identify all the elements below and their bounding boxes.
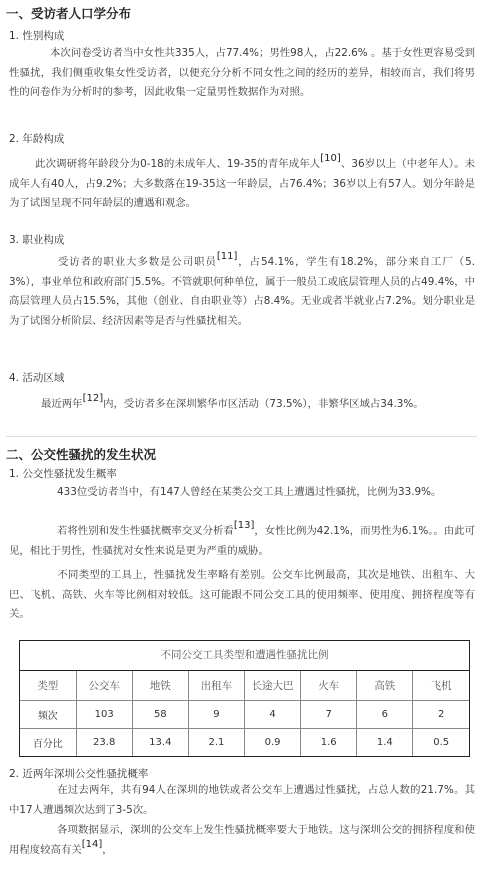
heading-recent: 2. 近两年深圳公交性骚扰概率: [9, 768, 149, 780]
paragraph-job: [9, 253, 475, 331]
paragraph-recent-2: [9, 821, 475, 860]
table-cell: 58: [132, 701, 188, 729]
age-text-a: 此次调研将年龄段分为0-18的未成年人、19-35的青年成年人: [35, 158, 321, 170]
table-cell: 2: [413, 701, 469, 729]
table-cell: 0.5: [413, 729, 469, 757]
recent-text-2b: ，: [102, 843, 113, 856]
table-header-cell: 出租车: [188, 671, 244, 701]
table-row-frequency: [20, 701, 469, 729]
table-cell: 6: [357, 701, 413, 729]
heading-area: 4. 活动区域: [9, 372, 65, 384]
transport-harassment-table: [19, 640, 470, 757]
table-cell: 1.4: [357, 729, 413, 757]
table-header-cell: 公交车: [76, 671, 132, 701]
age-text-b: 、36岁以上（中老年人）。未成年人有40人，占9.2%；大多数落在19-35这一年龄层，占76.4%；36岁以上有57人。划分年龄是为了试图呈现不同年龄层的遭遇和观念。: [9, 158, 475, 209]
table-caption: 不同公交工具类型和遭遇性骚扰比例: [20, 641, 469, 671]
rate-text-2a: 若将性别和发生性骚扰概率交叉分析看: [57, 525, 234, 537]
table-header-cell: 类型: [20, 671, 76, 701]
table-cell: 13.4: [132, 729, 188, 757]
table-cell: 103: [76, 701, 132, 729]
heading-rate: 1. 公交性骚扰发生概率: [9, 468, 117, 480]
footnote-ref-12[interactable]: [12]: [82, 393, 104, 404]
paragraph-recent-1: [9, 781, 475, 820]
table-grid: [20, 671, 469, 756]
table-cell: 百分比: [20, 729, 76, 757]
table-cell: 7: [301, 701, 357, 729]
table-cell: 2.1: [188, 729, 244, 757]
paragraph-rate-3: [9, 566, 475, 625]
table-cell: 4: [245, 701, 301, 729]
table-header-cell: 飞机: [413, 671, 469, 701]
recent-text-1: 在过去两年，共有94人在深圳的地铁或者公交车上遭遇过性骚扰，占总人数的21.7%。其中17人遭遇频次达到了3-5次。: [9, 784, 475, 816]
table-cell: 1.6: [301, 729, 357, 757]
heading-age: 2. 年龄构成: [9, 133, 65, 145]
footnote-ref-13[interactable]: [13]: [233, 520, 255, 531]
heading-gender: 1. 性别构成: [9, 30, 65, 42]
table-header-cell: 地铁: [132, 671, 188, 701]
table-cell: 频次: [20, 701, 76, 729]
job-text-b: ，占54.1%，学生有18.2%，部分来自工厂（5.3%），事业单位和政府部门5.5%。不管就职何种单位，属于一般员工或底层管理人员的占49.4%，中高层管理人员占15.5%，其他（创业、自由职业等）占8.4%。无业或者半就业占7.2%。划分职业是为了试图分析阶层、经济因素等是否与性骚扰相关。: [9, 256, 475, 327]
section-divider: [6, 436, 477, 437]
heading-job: 3. 职业构成: [9, 234, 65, 246]
footnote-ref-10[interactable]: [10]: [320, 153, 341, 164]
section-title-demographics: 一、受访者人口学分布: [6, 6, 132, 21]
gender-text: 本次问卷受访者当中女性共335人，占77.4%；男性98人，占22.6% 。基于女性更容易受到性骚扰，我们侧重收集女性受访者，以便充分分析不同女性之间的经历的差异，相较而言，我们将男性的问卷作为分析时的参考，因此收集一定量男性数据作为对照。: [9, 47, 475, 98]
paragraph-gender: [9, 44, 475, 103]
section-title-harassment: 二、公交性骚扰的发生状况: [6, 447, 157, 462]
table-header-cell: 火车: [301, 671, 357, 701]
rate-text-3: 不同类型的工具上，性骚扰发生率略有差别。公交车比例最高，其次是地铁、出租车、大巴、飞机、高铁、火车等比例相对较低。这可能跟不同公交工具的使用频率、使用度、拥挤程度等有关。: [9, 569, 475, 620]
footnote-ref-14[interactable]: [14]: [81, 838, 103, 850]
rate-text-1: 433位受访者当中，有147人曾经在某类公交工具上遭遇过性骚扰，比例为33.9%。: [57, 486, 442, 498]
footnote-ref-11[interactable]: [11]: [216, 251, 238, 262]
recent-text-2a: 各项数据显示，深圳的公交车上发生性骚扰概率要大于地铁。这与深圳公交的拥挤程度和使用程度较高有关: [9, 824, 475, 856]
table-cell: 0.9: [245, 729, 301, 757]
paragraph-rate-2: [9, 522, 475, 561]
table-cell: 23.8: [76, 729, 132, 757]
table-header-cell: 高铁: [357, 671, 413, 701]
table-header-row: [20, 671, 469, 701]
area-text-a: 最近两年: [41, 398, 83, 410]
table-row-percent: [20, 729, 469, 757]
paragraph-rate-1: [9, 483, 475, 503]
table-header-cell: 长途大巴: [245, 671, 301, 701]
paragraph-area: [9, 395, 475, 415]
rate-text-2b: ，女性比例为42.1%，而男性为6.1%。。由此可见，相比于男性，性骚扰对女性来说是更为严重的威胁。: [9, 525, 475, 557]
job-text-a: 受访者的职业大多数是公司职员: [57, 256, 217, 268]
area-text-b: 内，受访者多在深圳繁华市区活动（73.5%），非繁华区域占34.3%。: [103, 398, 424, 410]
paragraph-age: [9, 155, 475, 214]
table-cell: 9: [188, 701, 244, 729]
